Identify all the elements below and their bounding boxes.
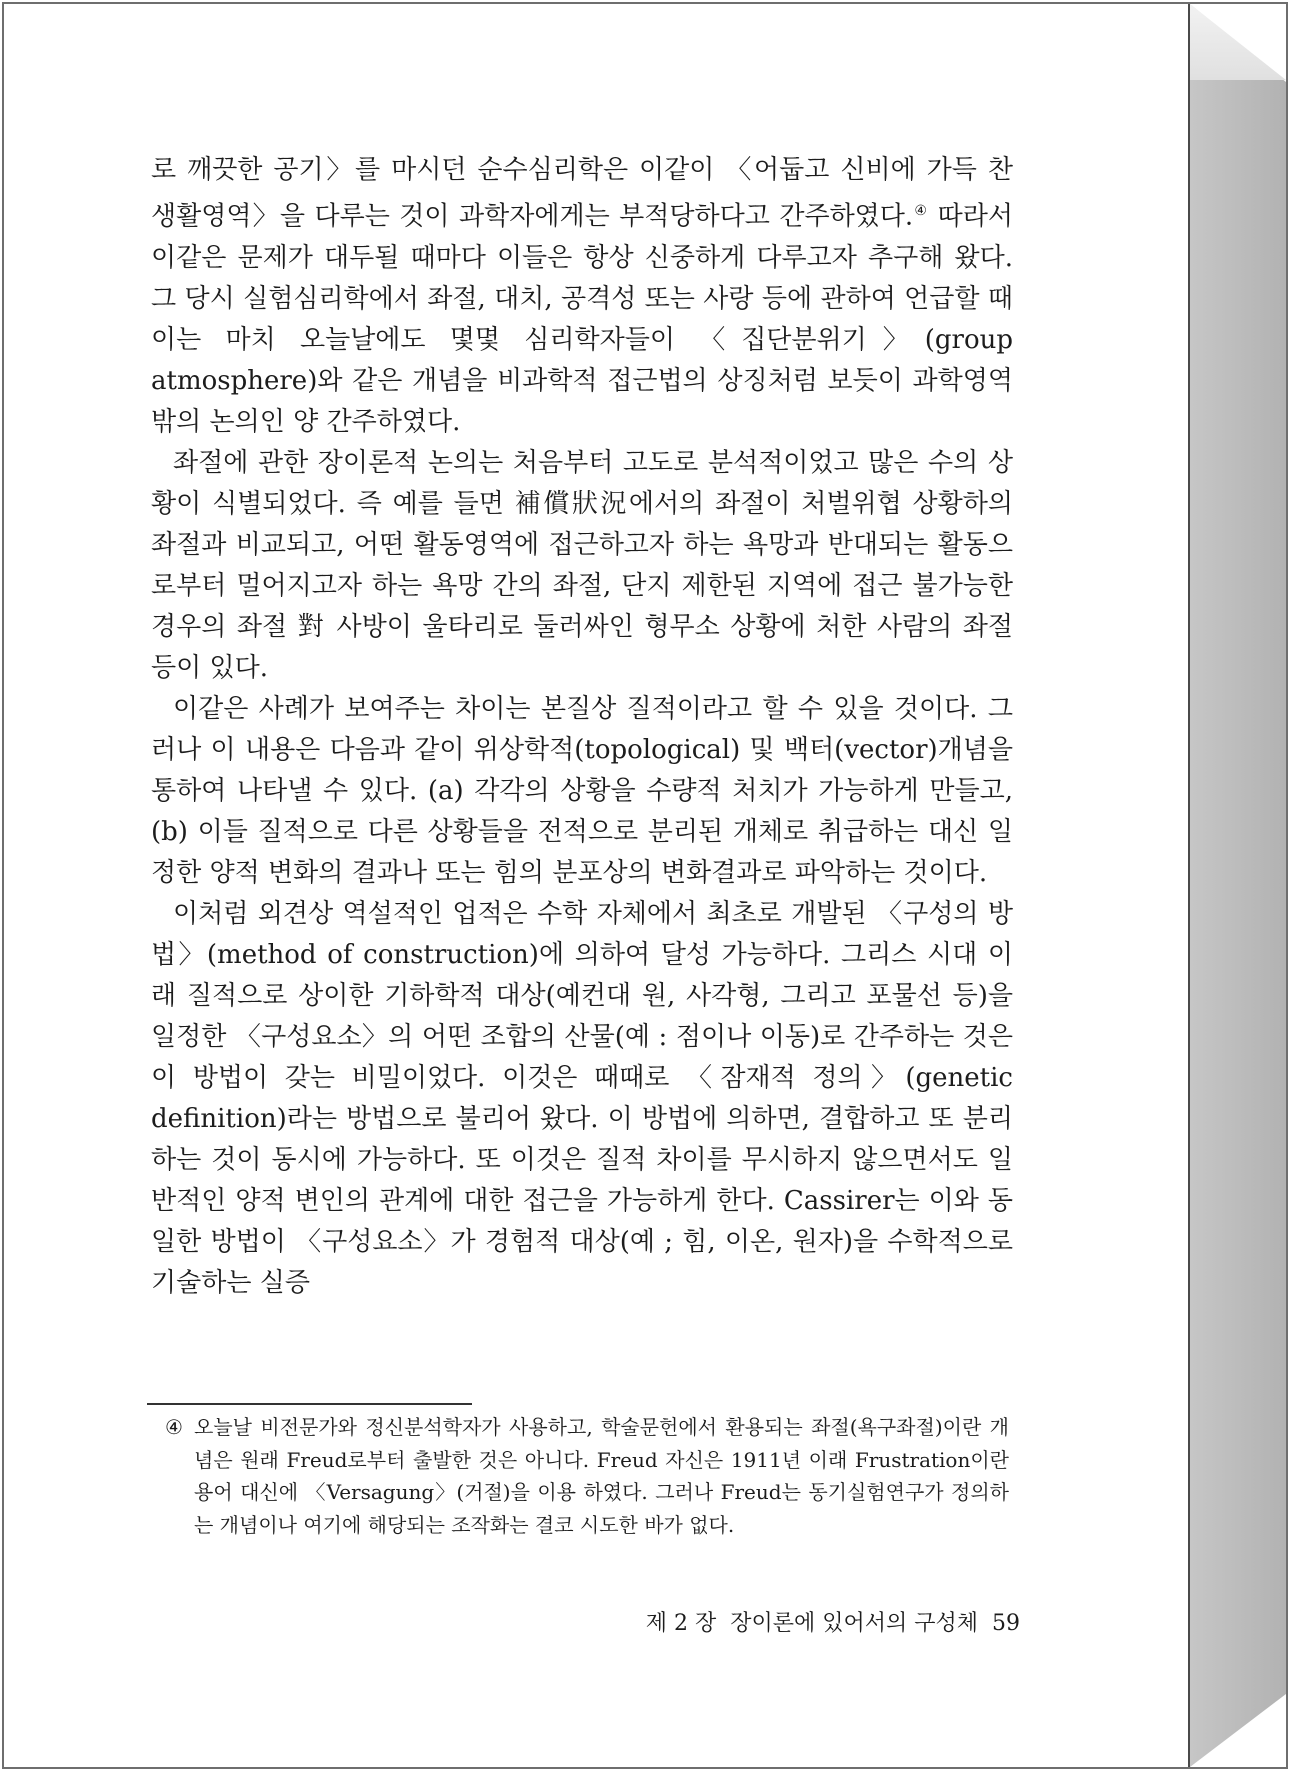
paragraph: 좌절에 관한 장이론적 논의는 처음부터 고도로 분석적이었고 많은 수의 상황이 식별되었다. 즉 예를 들면 補償狀況에서의 좌절이 처벌위협 상황하의 좌절과 비교되고, 어떤 활동영역에 접근하고자 하는 욕망과 반대되는 활동으로부터 멀어지고자 하는 욕망 간의 좌절, 단지 제한된 지역에 접근 불가능한 경우의 좌절 對 사방이 울타리로 둘러싸인 형무소 상황에 처한 사람의 좌절 등이 있다. <box>151 447 1013 683</box>
running-footer <box>560 1606 1020 1637</box>
paragraph: 로 깨끗한 공기〉를 마시던 순수심리학은 이같이 〈어둡고 신비에 가득 찬 생활영역〉을 다루는 것이 과학자에게는 부적당하다고 간주하였다.④ 따라서 이같은 문제가 대두될 때마다 이들은 항상 신중하게 다루고자 추구해 왔다. 그 당시 실험심리학에서 좌절, 대치, 공격성 또는 사랑 등에 관하여 언급할 때 이는 마치 오늘날에도 몇몇 심리학자들이 〈집단분위기〉(group atmosphere)와 같은 개념을 비과학적 접근법의 상징처럼 보듯이 과학영역 밖의 논의인 양 간주하였다. <box>151 155 1013 437</box>
footnote-text: 오늘날 비전문가와 정신분석학자가 사용하고, 학술문헌에서 환용되는 좌절(욕구좌절)이란 개념은 원래 Freud로부터 출발한 것은 아니다. Freud 자신은 1911년 이래 Frustration이란 용어 대신에 〈Versagung〉(거절)을 이용 하였다. 그러나 Freud는 동기실험연구가 정의하는 개념이나 여기에 해당되는 조작화는 결코 시도한 바가 없다. <box>194 1415 1009 1537</box>
chapter-label: 제 2 장 <box>645 1611 717 1636</box>
paragraph: 이같은 사례가 보여주는 차이는 본질상 질적이라고 할 수 있을 것이다. 그러나 이 내용은 다음과 같이 위상학적(topological) 및 백터(vector)개념을 통하여 나타낼 수 있다. (a) 각각의 상황을 수량적 처치가 가능하게 만들고, (b) 이들 질적으로 다른 상황들을 전적으로 분리된 개체로 취급하는 대신 일정한 양적 변화의 결과나 또는 힘의 분포상의 변화결과로 파악하는 것이다. <box>151 693 1013 888</box>
page-edge-shadow <box>1190 4 1286 1767</box>
chapter-title: 장이론에 있어서의 구성체 <box>730 1611 978 1636</box>
footnote-marker: ④ <box>165 1415 183 1439</box>
footnote <box>165 1411 1009 1541</box>
paragraph: 이처럼 외견상 역설적인 업적은 수학 자체에서 최초로 개발된 〈구성의 방법〉(method of construction)에 의하여 달성 가능하다. 그리스 시대 이래 질적으로 상이한 기하학적 대상(예컨대 원, 사각형, 그리고 포물선 등)을 일정한 〈구성요소〉의 어떤 조합의 산물(예 : 점이나 이동)로 간주하는 것은 이 방법이 갖는 비밀이었다. 이것은 때때로 〈잠재적 정의〉(genetic definition)라는 방법으로 불리어 왔다. 이 방법에 의하면, 결합하고 또 분리하는 것이 동시에 가능하다. 또 이것은 질적 차이를 무시하지 않으면서도 일반적인 양적 변인의 관계에 대한 접근을 가능하게 한다. Cassirer는 이와 동일한 방법이 〈구성요소〉가 경험적 대상(예 ; 힘, 이온, 원자)을 수학적으로 기술하는 실증 <box>151 898 1013 1298</box>
footnote-reference: ④ <box>913 203 929 219</box>
page-number: 59 <box>992 1611 1020 1636</box>
body-text <box>151 150 1013 1304</box>
footnote-rule <box>147 1403 472 1405</box>
